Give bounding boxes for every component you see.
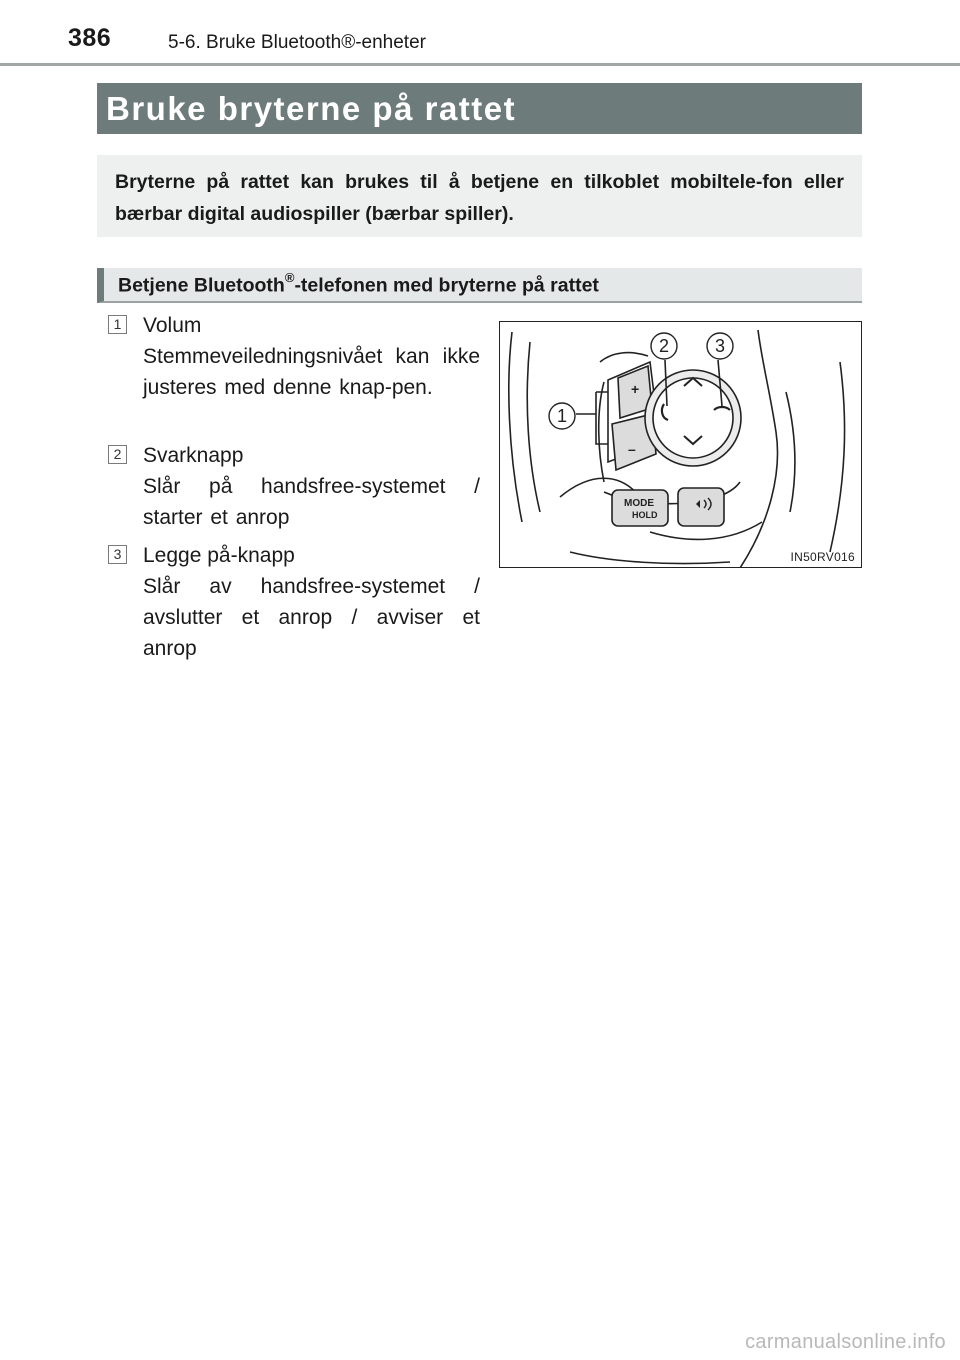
minus-label: – — [628, 441, 636, 457]
item-description: Slår av handsfree-systemet / avslutter et anrop / avviser et anrop — [143, 575, 480, 660]
item-number: 2 — [108, 445, 127, 464]
callout-2-label: 2 — [658, 336, 670, 356]
item-number: 3 — [108, 545, 127, 564]
section-title: Bruke bryterne på rattet — [97, 83, 862, 134]
mode-label: MODE — [624, 498, 654, 509]
item-description: Stemmeveiledningsnivået kan ikke justeres med denne knap-pen. — [143, 345, 480, 399]
header-divider — [0, 63, 960, 66]
list-item-hangup — [108, 540, 480, 664]
subsection-title-rest: -telefonen med bryterne på rattet — [294, 274, 599, 297]
item-description: Slår på handsfree-systemet / starter et anrop — [143, 475, 480, 529]
item-title: Volum — [143, 314, 202, 337]
list-item-volume — [108, 310, 480, 403]
item-title: Svarknapp — [143, 444, 244, 467]
item-number: 1 — [108, 315, 127, 334]
intro-text: Bryterne på rattet kan brukes til å betjene en tilkoblet mobiltele-fon eller bærbar digital audiospiller (bærbar spiller). — [115, 171, 844, 225]
steering-switch-figure — [499, 321, 862, 568]
page-number: 386 — [68, 24, 112, 52]
subsection-title-main: Betjene Bluetooth — [118, 274, 285, 297]
plus-label: + — [631, 381, 640, 397]
list-item-answer — [108, 440, 480, 533]
chapter-title: 5-6. Bruke Bluetooth®-enheter — [168, 32, 426, 53]
subsection-heading — [97, 268, 862, 303]
item-title: Legge på-knapp — [143, 544, 295, 567]
intro-box — [97, 155, 862, 237]
callout-1-label: 1 — [556, 406, 568, 426]
callout-3-label: 3 — [714, 336, 726, 356]
steering-wheel-illustration — [500, 322, 862, 568]
figure-code: IN50RV016 — [790, 550, 855, 564]
watermark: carmanualsonline.info — [745, 1331, 946, 1353]
registered-mark: ® — [284, 270, 295, 285]
hold-label: HOLD — [632, 510, 658, 520]
